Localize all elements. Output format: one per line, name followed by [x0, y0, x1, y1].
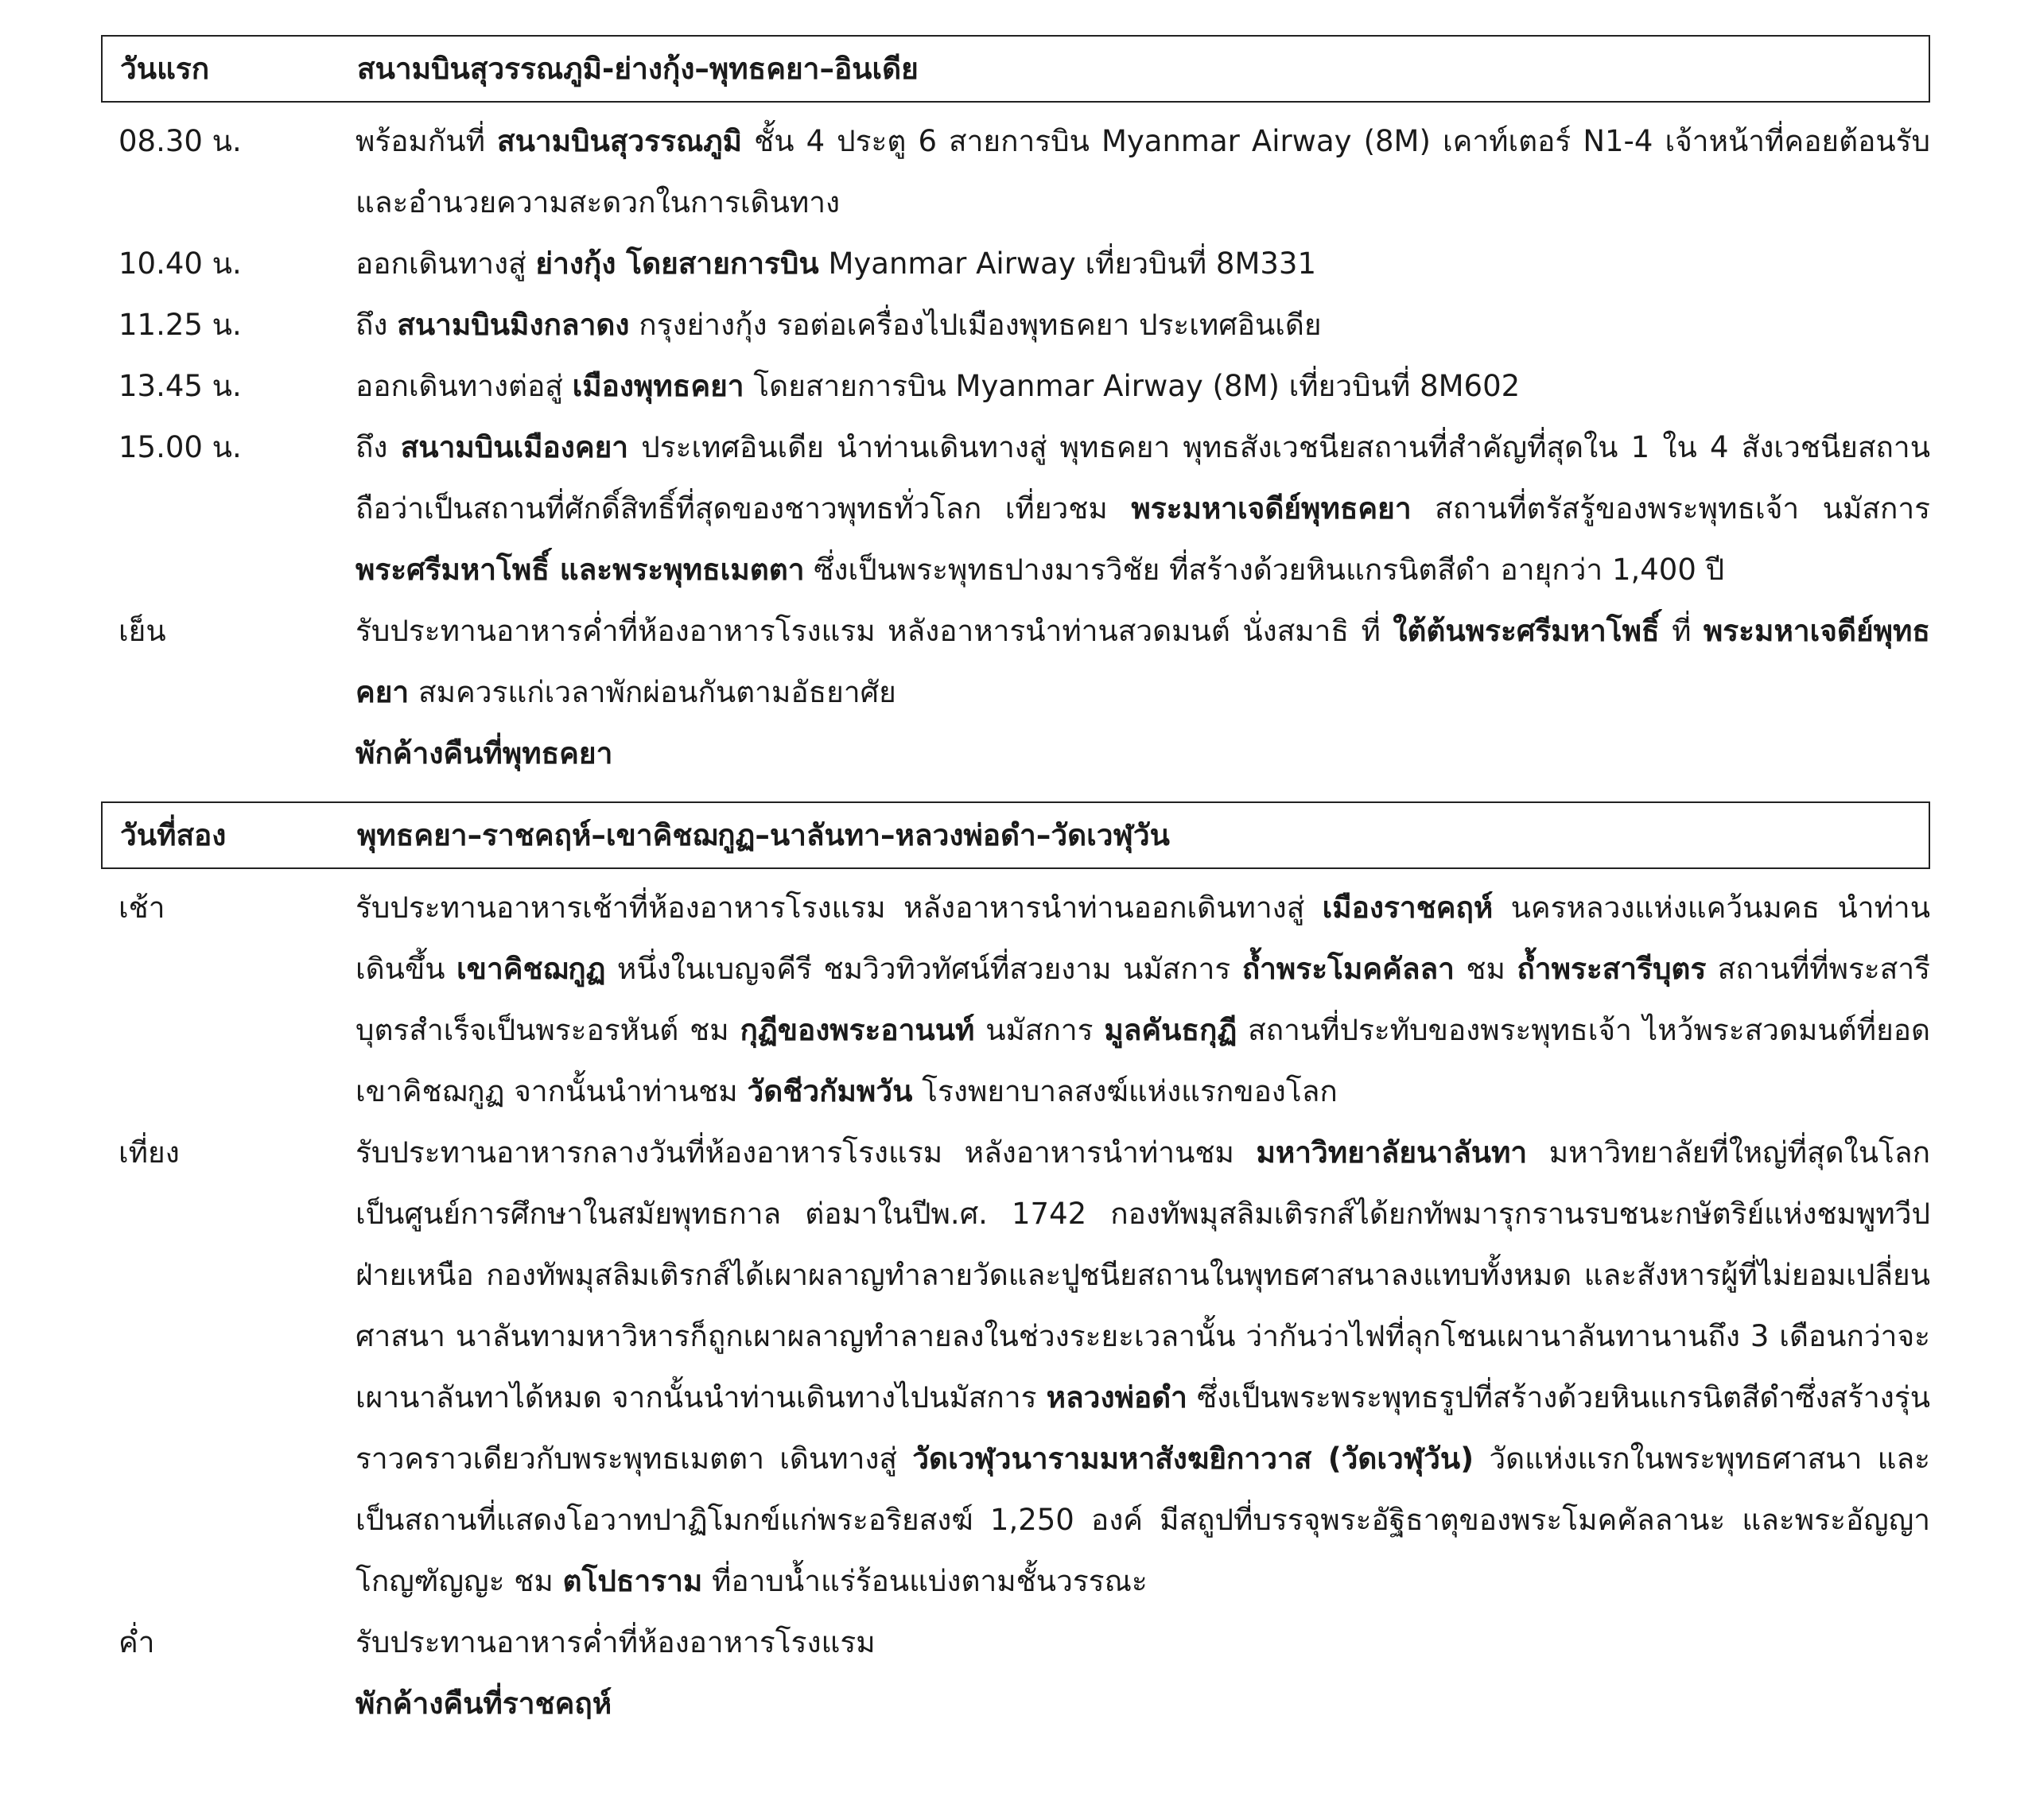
schedule-time: 10.40 น.: [118, 246, 242, 281]
schedule-time: 13.45 น.: [118, 369, 242, 403]
day-2-header: [101, 801, 1930, 869]
schedule-row: [101, 1612, 1930, 1673]
schedule-time: ค่ำ: [118, 1625, 155, 1659]
overnight-stay: พักค้างคืนที่ราชคฤห์: [355, 1686, 612, 1721]
schedule-time: [101, 723, 355, 784]
schedule-description: รับประทานอาหารค่ำที่ห้องอาหารโรงแรม: [355, 1625, 876, 1659]
schedule-time: 15.00 น.: [118, 430, 242, 464]
schedule-description: ออกเดินทางสู่ ย่างกุ้ง โดยสายการบิน Myanmar Airway เที่ยวบินที่ 8M331: [355, 246, 1317, 281]
day-1-header: [101, 35, 1930, 103]
schedule-description: รับประทานอาหารเช้าที่ห้องอาหารโรงแรม หลังอาหารนำท่านออกเดินทางสู่ เมืองราชคฤห์ นครหลวงแห่งแคว้นมคธ นำท่านเดินขึ้น เขาคิชฌกูฏ หนึ่งในเบญจคีรี ชมวิวทิวทัศน์ที่สวยงาม นมัสการ ถ้ำพระโมคคัลลา ชม ถ้ำพระสารีบุตร สถานที่ที่พระสารีบุตรสำเร็จเป็นพระอรหันต์ ชม กุฏีของพระอานนท์ นมัสการ มูลคันธกุฏี สถานที่ประทับของพระพุทธเจ้า ไหว้พระสวดมนต์ที่ยอดเขาคิชฌกูฏ จากนั้นนำท่านชม วัดชีวกัมพวัน โรงพยาบาลสงฆ์แห่งแรกของโลก: [355, 891, 1930, 1108]
schedule-description: พร้อมกันที่ สนามบินสุวรรณภูมิ ชั้น 4 ประตู 6 สายการบิน Myanmar Airway (8M) เคาท์เตอร์ N1-4 เจ้าหน้าที่คอยต้อนรับและอำนวยความสะดวกในการเดินทาง: [355, 124, 1930, 219]
schedule-row: [101, 877, 1930, 1122]
day-1-label: วันแรก: [120, 52, 210, 86]
schedule-time: เช้า: [118, 891, 165, 925]
schedule-row: [101, 1673, 1930, 1734]
day-2-label: วันที่สอง: [120, 818, 227, 852]
schedule-row: [101, 1122, 1930, 1612]
day-1-section: [101, 35, 1930, 784]
schedule-description: รับประทานอาหารค่ำที่ห้องอาหารโรงแรม หลังอาหารนำท่านสวดมนต์ นั่งสมาธิ ที่ ใต้ต้นพระศรีมหาโพธิ์ ที่ พระมหาเจดีย์พุทธคยา สมควรแก่เวลาพักผ่อนกันตามอัธยาศัย: [355, 614, 1931, 709]
schedule-row: [101, 600, 1930, 723]
schedule-row: [101, 355, 1930, 417]
day-1-title: สนามบินสุวรรณภูมิ-ย่างกุ้ง–พุทธคยา–อินเดีย: [357, 52, 919, 86]
day-2-section: [101, 801, 1930, 1734]
itinerary-page: [101, 35, 1930, 1740]
schedule-time: 08.30 น.: [118, 124, 242, 158]
overnight-stay: พักค้างคืนที่พุทธคยา: [355, 736, 613, 770]
schedule-row: [101, 111, 1930, 233]
schedule-time: 11.25 น.: [118, 308, 242, 342]
schedule-row: [101, 723, 1930, 784]
schedule-row: [101, 417, 1930, 600]
schedule-description: ออกเดินทางต่อสู่ เมืองพุทธคยา โดยสายการบิน Myanmar Airway (8M) เที่ยวบินที่ 8M602: [355, 369, 1521, 403]
schedule-row: [101, 233, 1930, 294]
schedule-row: [101, 294, 1930, 355]
schedule-description: รับประทานอาหารกลางวันที่ห้องอาหารโรงแรม หลังอาหารนำท่านชม มหาวิทยาลัยนาลันทา มหาวิทยาลัยที่ใหญ่ที่สุดในโลก เป็นศูนย์การศึกษาในสมัยพุทธกาล ต่อมาในปีพ.ศ. 1742 กองทัพมุสลิมเติรกส์ได้ยกทัพมารุกรานรบชนะกษัตริย์แห่งชมพูทวีปฝ่ายเหนือ กองทัพมุสลิมเติรกส์ได้เผาผลาญทำลายวัดและปูชนียสถานในพุทธศาสนาลงแทบทั้งหมด และสังหารผู้ที่ไม่ยอมเปลี่ยนศาสนา นาลันทามหาวิหารก็ถูกเผาผลาญทำลายลงในช่วงระยะเวลานั้น ว่ากันว่าไฟที่ลุกโชนเผานาลันทานานถึง 3 เดือนกว่าจะเผานาลันทาได้หมด จากนั้นนำท่านเดินทางไปนมัสการ หลวงพ่อดำ ซึ่งเป็นพระพระพุทธรูปที่สร้างด้วยหินแกรนิตสีดำซึ่งสร้างรุ่นราวคราวเดียวกับพระพุทธเมตตา เดินทางสู่ วัดเวฬุวนารามมหาสังฆยิกาวาส (วัดเวฬุวัน) วัดแห่งแรกในพระพุทธศาสนา และเป็นสถานที่แสดงโอวาทปาฏิโมกข์แก่พระอริยสงฆ์ 1,250 องค์ มีสถูปที่บรรจุพระอัฐิธาตุของพระโมคคัลลานะ และพระอัญญาโกญฑัญญะ ชม ตโปธาราม ที่อาบน้ำแร่ร้อนแบ่งตามชั้นวรรณะ: [355, 1135, 1930, 1598]
schedule-time: เที่ยง: [118, 1135, 180, 1170]
schedule-time: เย็น: [118, 614, 166, 648]
schedule-time: [101, 1673, 355, 1734]
day-2-title: พุทธคยา–ราชคฤห์–เขาคิชฌกูฏ–นาลันทา–หลวงพ่อดำ–วัดเวฬุวัน: [357, 818, 1170, 852]
schedule-description: ถึง สนามบินมิงกลาดง กรุงย่างกุ้ง รอต่อเครื่องไปเมืองพุทธคยา ประเทศอินเดีย: [355, 308, 1322, 342]
schedule-description: ถึง สนามบินเมืองคยา ประเทศอินเดีย นำท่านเดินทางสู่ พุทธคยา พุทธสังเวชนียสถานที่สำคัญที่สุดใน 1 ใน 4 สังเวชนียสถาน ถือว่าเป็นสถานที่ศักดิ์สิทธิ์ที่สุดของชาวพุทธทั่วโลก เที่ยวชม พระมหาเจดีย์พุทธคยา สถานที่ตรัสรู้ของพระพุทธเจ้า นมัสการ พระศรีมหาโพธิ์ และพระพุทธเมตตา ซึ่งเป็นพระพุทธปางมารวิชัย ที่สร้างด้วยหินแกรนิตสีดำ อายุกว่า 1,400 ปี: [355, 430, 1931, 587]
